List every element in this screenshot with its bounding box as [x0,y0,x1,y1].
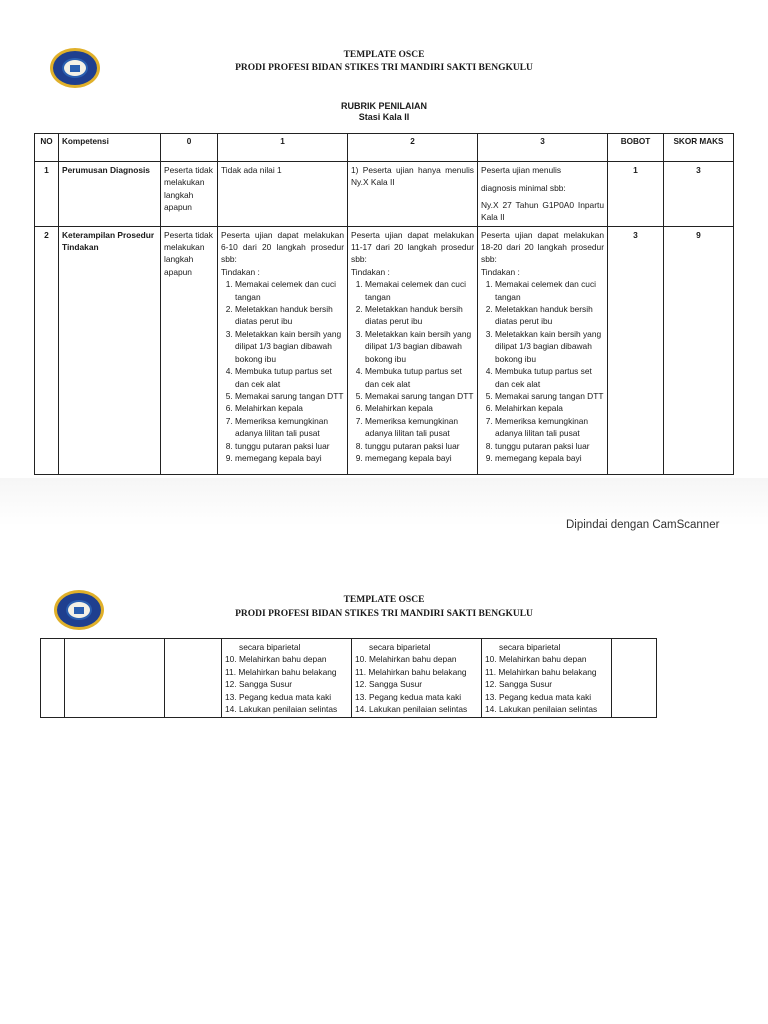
list-item: 4. Membuka tutup partus set dan cek alat [495,365,604,390]
list-item: 8. tunggu putaran paksi luar [495,440,604,452]
score-3-line: Ny.X 27 Tahun G1P0A0 Inpartu Kala II [481,199,604,223]
rubric-title: RUBRIK PENILAIAN [340,101,427,111]
empty-cell [612,639,657,718]
step-list [481,278,604,464]
header-title: TEMPLATE OSCE [343,595,425,605]
list-item: 1. Memakai celemek dan cuci tangan [495,278,604,303]
list-item: secara biparietal [499,642,561,652]
score-intro: Peserta ujian dapat melakukan 18-20 dari 20 langkah prosedur sbb: [481,229,604,265]
table-row [41,639,657,718]
row-score-0: Peserta tidak melakukan langkah apapun [161,226,218,474]
list-item: 10. Melahirkan bahu depan [485,654,587,665]
col-2: 2 [348,134,478,162]
row-score-1: Tidak ada nilai 1 [218,162,348,227]
row-kompetensi: Perumusan Diagnosis [59,162,161,227]
col-3: 3 [478,134,608,162]
rubric-subtitle: Stasi Kala II [358,112,410,122]
list-item: 13. Pegang kedua mata kaki [355,691,462,702]
score-intro: Peserta ujian dapat melakukan 6-10 dari 20 langkah prosedur sbb: [221,229,344,265]
row-skor: 9 [664,226,734,474]
continuation-steps-2 [352,639,482,718]
list-item: 12. Sangga Susur [485,679,553,690]
list-item: 3. Meletakkan kain bersih yang dilipat 1/3 bagian dibawah bokong ibu [495,328,604,365]
empty-cell [65,639,165,718]
row-kompetensi: Keterampilan Prosedur Tindakan [59,226,161,474]
list-item: secara biparietal [239,642,301,652]
table-row [35,162,734,227]
list-item: 11. Melahirkan bahu belakang [355,666,467,677]
scanner-watermark: Dipindai dengan CamScanner [566,519,720,531]
list-item: 9. memegang kepala bayi [495,452,604,464]
list-item: 14. Lakukan penilaian selintas [485,704,598,715]
empty-cell [41,639,65,718]
list-item: 11. Melahirkan bahu belakang [225,666,337,677]
tindakan-label: Tindakan : [221,266,260,277]
empty-cell [165,639,222,718]
rubric-table [34,133,734,475]
col-1: 1 [218,134,348,162]
col-0: 0 [161,134,218,162]
list-item: 4. Membuka tutup partus set dan cek alat [235,365,344,390]
score-3-line: Peserta ujian menulis [481,165,562,175]
list-item: 13. Pegang kedua mata kaki [225,691,332,702]
list-item: 13. Pegang kedua mata kaki [485,691,592,702]
table-header-row [35,134,734,162]
col-skor-maks: SKOR MAKS [664,134,734,162]
step-list [351,278,474,464]
list-item: 12. Sangga Susur [355,679,423,690]
list-item: 9. memegang kepala bayi [235,452,344,464]
list-item: 1. Memakai celemek dan cuci tangan [235,278,344,303]
list-item: 10. Melahirkan bahu depan [225,654,327,665]
step-list [221,278,344,464]
row-score-1 [218,226,348,474]
tindakan-label: Tindakan : [351,266,390,277]
list-item: 3. Meletakkan kain bersih yang dilipat 1/3 bagian dibawah bokong ibu [235,328,344,365]
list-item: 2. Meletakkan handuk bersih diatas perut ibu [495,303,604,328]
row-score-0: Peserta tidak melakukan langkah apapun [161,162,218,227]
header-institution: PRODI PROFESI BIDAN STIKES TRI MANDIRI SAKTI BENGKULU [235,609,533,619]
row-no: 2 [35,226,59,474]
row-score-3 [478,162,608,227]
row-no: 1 [35,162,59,227]
tindakan-label: Tindakan : [481,266,520,277]
list-item: 7. Memeriksa kemungkinan adanya lilitan tali pusat [365,415,474,440]
list-item: 5. Memakai sarung tangan DTT [495,390,604,402]
list-item: 7. Memeriksa kemungkinan adanya lilitan tali pusat [495,415,604,440]
continuation-steps-1 [222,639,352,718]
list-item: 5. Memakai sarung tangan DTT [235,390,344,402]
list-item: 6. Melahirkan kepala [365,402,474,414]
list-item: secara biparietal [369,642,431,652]
table-row [35,226,734,474]
header-title: TEMPLATE OSCE [343,50,425,60]
row-bobot: 3 [608,226,664,474]
continuation-steps-3 [482,639,612,718]
row-score-2: 1) Peserta ujian hanya menulis Ny.X Kala II [348,162,478,227]
list-item: 10. Melahirkan bahu depan [355,654,457,665]
score-intro: Peserta ujian dapat melakukan 11-17 dari 20 langkah prosedur sbb: [351,229,474,265]
list-item: 4. Membuka tutup partus set dan cek alat [365,365,474,390]
score-3-line: diagnosis minimal sbb: [481,183,566,194]
list-item: 11. Melahirkan bahu belakang [485,666,597,677]
list-item: 7. Memeriksa kemungkinan adanya lilitan tali pusat [235,415,344,440]
row-score-2 [348,226,478,474]
list-item: 14. Lakukan penilaian selintas [355,704,468,715]
list-item: 9. memegang kepala bayi [365,452,474,464]
list-item: 3. Meletakkan kain bersih yang dilipat 1/3 bagian dibawah bokong ibu [365,328,474,365]
col-kompetensi: Kompetensi [59,134,161,162]
list-item: 1. Memakai celemek dan cuci tangan [365,278,474,303]
list-item: 6. Melahirkan kepala [235,402,344,414]
list-item: 2. Meletakkan handuk bersih diatas perut ibu [235,303,344,328]
row-bobot: 1 [608,162,664,227]
list-item: 2. Meletakkan handuk bersih diatas perut ibu [365,303,474,328]
continuation-table [40,638,657,718]
row-skor: 3 [664,162,734,227]
list-item: 8. tunggu putaran paksi luar [365,440,474,452]
list-item: 8. tunggu putaran paksi luar [235,440,344,452]
list-item: 5. Memakai sarung tangan DTT [365,390,474,402]
col-no: NO [35,134,59,162]
row-score-3 [478,226,608,474]
header-institution: PRODI PROFESI BIDAN STIKES TRI MANDIRI SAKTI BENGKULU [235,63,533,73]
list-item: 12. Sangga Susur [225,679,293,690]
col-bobot: BOBOT [608,134,664,162]
list-item: 14. Lakukan penilaian selintas [225,704,338,715]
list-item: 6. Melahirkan kepala [495,402,604,414]
